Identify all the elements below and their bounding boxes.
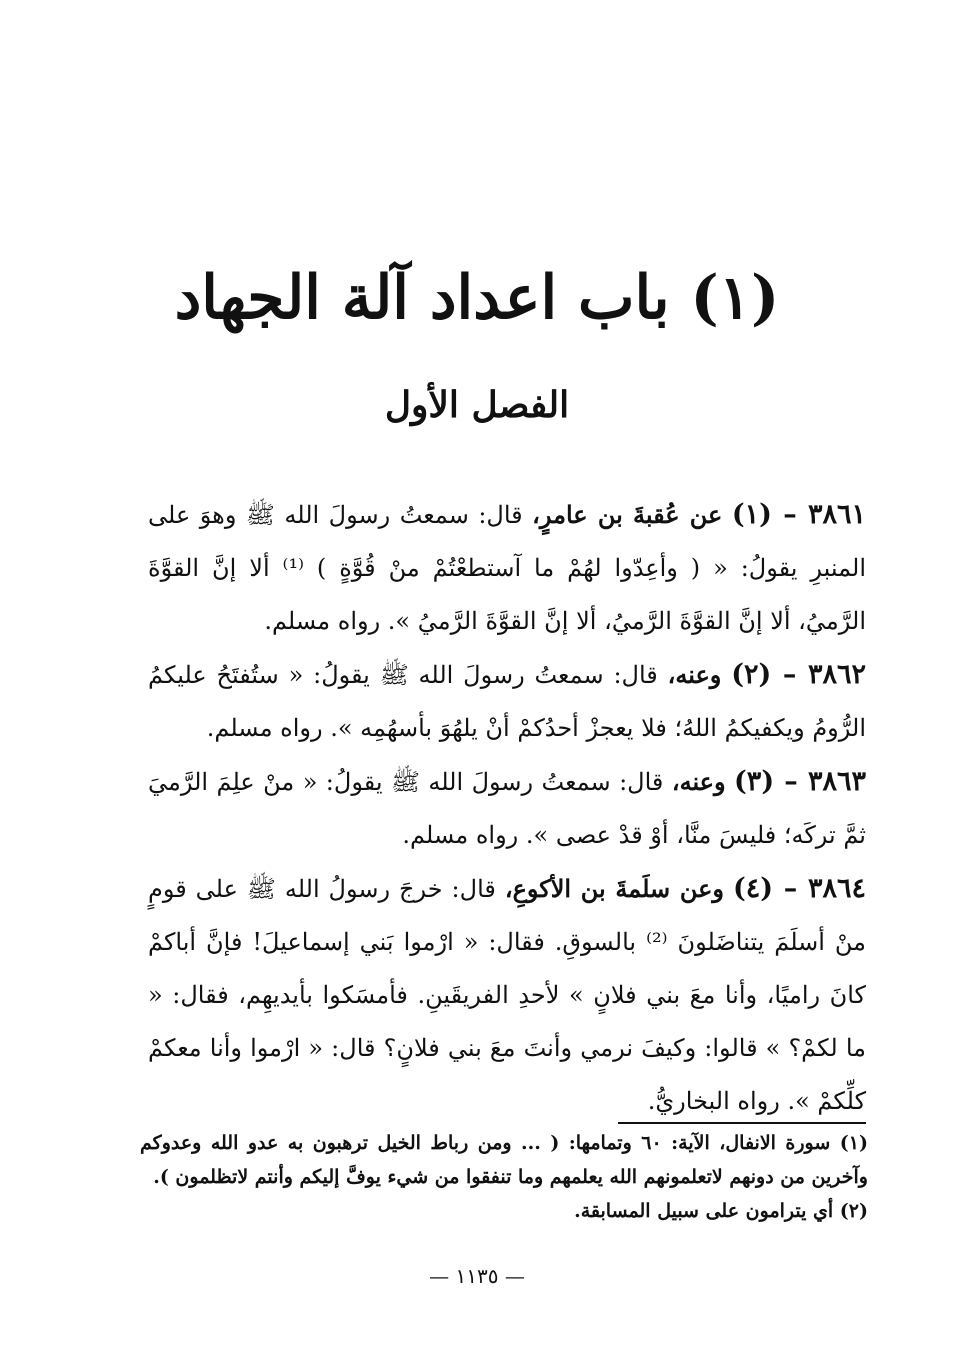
hadith-paragraph — [148, 488, 866, 648]
hadith-source: وعنه، — [671, 767, 726, 796]
footnotes — [140, 1126, 868, 1228]
hadith-paragraph — [148, 648, 866, 755]
hadith-body — [148, 488, 866, 1128]
hadith-text: قال: خرجَ رسولُ الله ﷺ على قومٍ منْ أسلَمَ يتناضَلونَ ⁽²⁾ بالسوقِ. فقال: « ارْموا بَني إسماعيلَ! فإنَّ أباكمْ كانَ راميًا، وأنا معَ بني فلانٍ » لأحدِ الفريقَينِ. فأمسَكوا بأيديهِم، فقال: « ما لكمْ؟ » قالوا: وكيفَ نرمي وأنتَ معَ بني فلانٍ؟ قال: « ارْموا وأنا معكمْ كلِّكمْ ». رواه البخاريُّ. — [148, 875, 866, 1115]
hadith-source: عن عُقبةَ بن عامرٍ، — [532, 500, 723, 529]
chapter-title: (١) باب اعداد آلة الجهاد — [174, 263, 780, 333]
hadith-paragraph — [148, 862, 866, 1128]
hadith-source: وعنه، — [667, 660, 722, 689]
hadith-number: ٣٨٦٢ – (٢) — [731, 659, 866, 690]
page-number: — ١١٣٥ — — [429, 1264, 525, 1288]
hadith-number: ٣٨٦١ – (١) — [731, 499, 866, 530]
hadith-text: قال: سمعتُ رسولَ الله ﷺ يقولُ: « منْ علِمَ الرَّميَ ثمَّ تركَه؛ فليسَ منَّا، أوْ قدْ عصى ». رواه مسلم. — [148, 768, 866, 849]
section-title: الفصل الأول — [384, 384, 570, 426]
hadith-number: ٣٨٦٤ – (٤) — [732, 873, 866, 904]
footnote-divider — [618, 1122, 866, 1124]
footnote: (٢) أي يترامون على سبيل المسابقة. — [574, 1200, 868, 1222]
hadith-source: وعن سلَمةَ بن الأكوعِ، — [504, 874, 725, 903]
hadith-paragraph — [148, 755, 866, 862]
footnote: (١) سورة الانفال، الآية: ٦٠ وتمامها: ( ... ومن رباط الخيل ترهبون به عدو الله وعدوكم وآخرين من دونهم لاتعلمونهم الله يعلمهم وما تنفقوا من شيء يوفَّ إليكم وأنتم لاتظلمون ). — [140, 1132, 868, 1188]
hadith-text: قال: سمعتُ رسولَ الله ﷺ يقولُ: « ستُفتَحُ عليكمُ الرُّومُ ويكفيكمُ اللهُ؛ فلا يعجزْ أحدُكمْ أنْ يلهُوَ بأسهُمِه ». رواه مسلم. — [148, 661, 866, 742]
hadith-number: ٣٨٦٣ – (٣) — [734, 766, 866, 797]
hadith-text: قال: سمعتُ رسولَ الله ﷺ وهوَ على المنبرِ يقولُ: « ( وأعِدّوا لهُمْ ما آستطعْتُمْ منْ قُوَّةٍ ) ⁽¹⁾ ألا إنَّ القوَّةَ الرَّميُ، ألا إنَّ القوَّةَ الرَّميُ، ألا إنَّ القوَّةَ الرَّميُ ». رواه مسلم. — [148, 501, 866, 635]
